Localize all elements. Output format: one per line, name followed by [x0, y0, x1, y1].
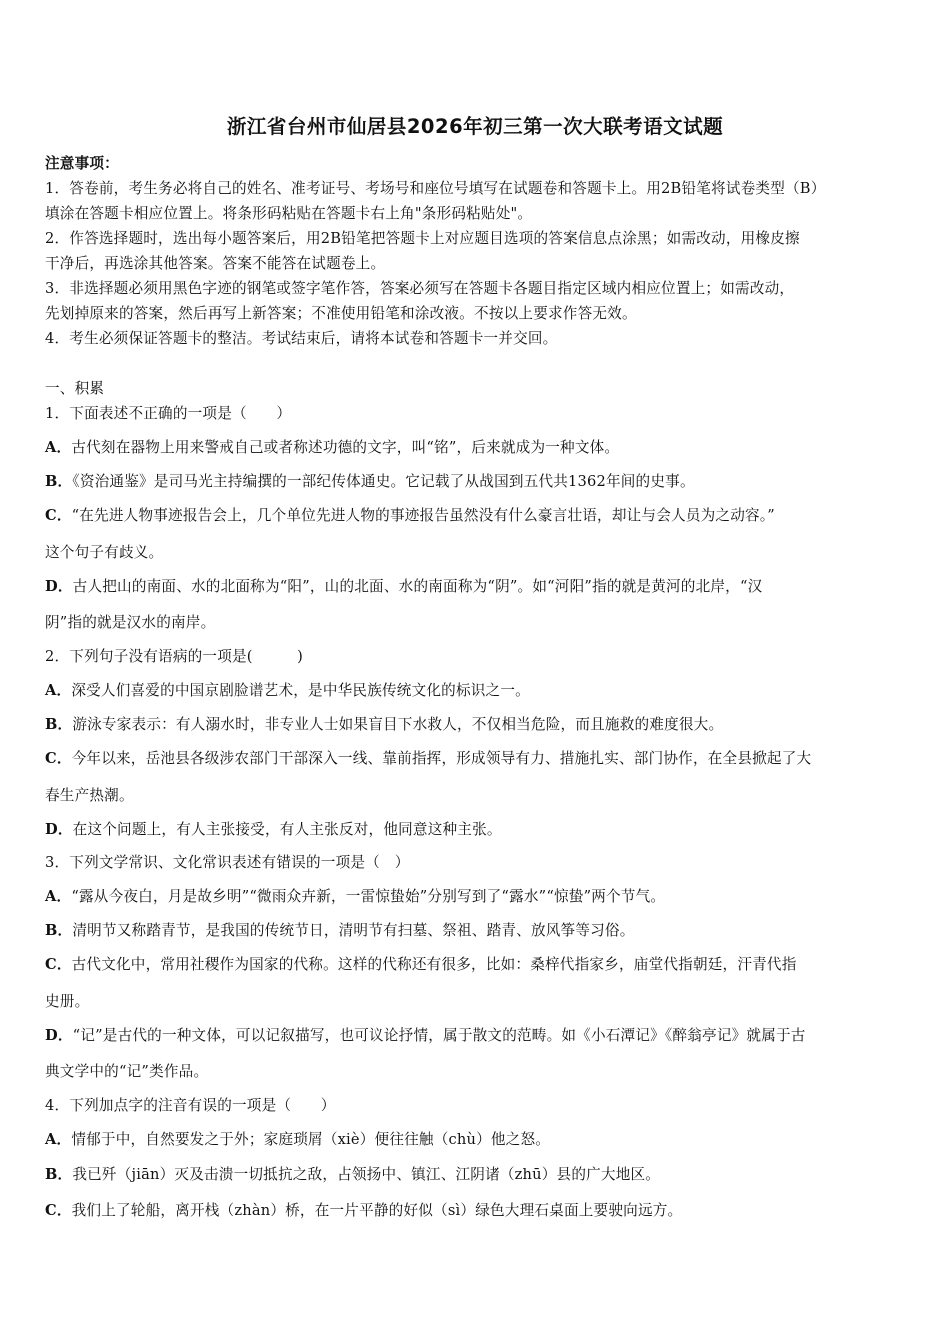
option-label: B．	[45, 922, 73, 939]
option-label: A．	[45, 682, 72, 699]
option-row	[45, 713, 907, 734]
option-continuation: 春生产热潮。	[45, 787, 134, 804]
option-text: “在先进人物事迹报告会上，几个单位先进人物的事迹报告虽然没有什么豪言壮语，却让与会人员为之动容。”	[71, 507, 775, 524]
option-label: C．	[45, 750, 72, 767]
option-label: A．	[45, 439, 72, 456]
option-text: 在这个问题上，有人主张接受，有人主张反对，他同意这种主张。	[72, 821, 502, 838]
option-continuation: 这个句子有歧义。	[45, 544, 164, 561]
option-continuation: 史册。	[45, 993, 90, 1010]
section-heading: 一、积累	[45, 380, 105, 397]
option-label: A．	[45, 888, 72, 905]
option-text: “记”是古代的一种文体，可以记叙描写，也可议论抒情，属于散文的范畴。如《小石潭记》《醉翁亭记》就属于古	[72, 1027, 806, 1044]
option-row	[45, 885, 907, 906]
option-text: 《资治通鉴》是司马光主持编撰的一部纪传体通史。它记载了从战国到五代共1362年间的史事。	[72, 473, 695, 490]
option-label: C．	[45, 507, 72, 524]
notice-line: 1．答卷前，考生务必将自己的姓名、准考证号、考场号和座位号填写在试题卷和答题卡上。用2B铅笔将试卷类型（B）	[45, 180, 826, 197]
option-row	[45, 1024, 907, 1045]
option-text: 今年以来，岳池县各级涉农部门干部深入一线、靠前指挥，形成领导有力、措施扎实、部门协作，在全县掀起了大	[71, 750, 812, 767]
notice-line: 干净后，再选涂其他答案。答案不能答在试题卷上。	[45, 255, 386, 272]
option-label: C．	[45, 956, 72, 973]
option-text: 古代刻在器物上用来警戒自己或者称述功德的文字，叫“铭”，后来就成为一种文体。	[71, 439, 620, 456]
exam-title: 浙江省台州市仙居县2026年初三第一次大联考语文试题	[226, 115, 724, 138]
option-row	[45, 747, 907, 768]
option-text: 我已歼（jiān）灭及击溃一切抵抗之敌，占领扬中、镇江、江阴诸（zhū）县的广大地区。	[72, 1166, 661, 1183]
option-row	[45, 470, 907, 491]
option-label: D．	[45, 1027, 73, 1044]
option-row	[45, 1199, 907, 1220]
option-row	[45, 919, 907, 940]
notice-line: 3．非选择题必须用黑色字迹的钢笔或签字笔作答，答案必须写在答题卡各题目指定区域内相应位置上；如需改动，	[45, 280, 795, 297]
option-text: 游泳专家表示：有人溺水时，非专业人士如果盲目下水救人，不仅相当危险，而且施救的难度很大。	[72, 716, 724, 733]
notice-line: 先划掉原来的答案，然后再写上新答案；不准使用铅笔和涂改液。不按以上要求作答无效。	[45, 305, 637, 322]
option-text: 古代文化中，常用社稷作为国家的代称。这样的代称还有很多，比如：桑梓代指家乡，庙堂代指朝廷，汗青代指	[71, 956, 797, 973]
option-text: 情郁于中，自然要发之于外；家庭琐屑（xiè）便往往触（chù）他之怒。	[71, 1131, 551, 1148]
option-label: B．	[45, 716, 73, 733]
notice-heading: 注意事项：	[45, 155, 119, 172]
option-text: 我们上了轮船，离开栈（zhàn）桥，在一片平静的好似（sì）绿色大理石桌面上要驶向远方。	[71, 1202, 683, 1219]
option-label: A．	[45, 1131, 72, 1148]
option-label: D．	[45, 821, 73, 838]
question-stem: 4．下列加点字的注音有误的一项是（ ）	[45, 1097, 336, 1114]
option-row	[45, 818, 907, 839]
option-label: B．	[45, 1166, 73, 1183]
option-row	[45, 504, 907, 525]
option-label: C．	[45, 1202, 72, 1219]
question-stem: 1．下面表述不正确的一项是（ ）	[45, 405, 292, 422]
option-row	[45, 1163, 907, 1184]
option-text: 古人把山的南面、水的北面称为“阳”，山的北面、水的南面称为“阴”。如“河阳”指的就是黄河的北岸，“汉	[72, 578, 763, 595]
option-text: 深受人们喜爱的中国京剧脸谱艺术，是中华民族传统文化的标识之一。	[71, 682, 530, 699]
option-label: B．	[45, 473, 73, 490]
option-continuation: 阴”指的就是汉水的南岸。	[45, 614, 216, 631]
option-text: 清明节又称踏青节，是我国的传统节日，清明节有扫墓、祭祖、踏青、放风筝等习俗。	[72, 922, 635, 939]
option-row	[45, 1128, 907, 1149]
option-row	[45, 953, 907, 974]
option-continuation: 典文学中的“记”类作品。	[45, 1063, 209, 1080]
notice-line: 2．作答选择题时，选出每小题答案后，用2B铅笔把答题卡上对应题目选项的答案信息点涂黑；如需改动，用橡皮擦	[45, 230, 800, 247]
option-row	[45, 436, 907, 457]
question-stem: 2．下列句子没有语病的一项是( )	[45, 648, 303, 665]
question-stem: 3．下列文学常识、文化常识表述有错误的一项是（ ）	[45, 854, 410, 871]
option-text: “露从今夜白，月是故乡明”“微雨众卉新，一雷惊蛰始”分别写到了“露水”“惊蛰”两个节气。	[71, 888, 666, 905]
option-row	[45, 679, 907, 700]
option-row	[45, 575, 907, 596]
notice-line: 填涂在答题卡相应位置上。将条形码粘贴在答题卡右上角"条形码粘贴处"。	[45, 205, 533, 222]
option-label: D．	[45, 578, 73, 595]
notice-line: 4．考生必须保证答题卡的整洁。考试结束后，请将本试卷和答题卡一并交回。	[45, 330, 558, 347]
